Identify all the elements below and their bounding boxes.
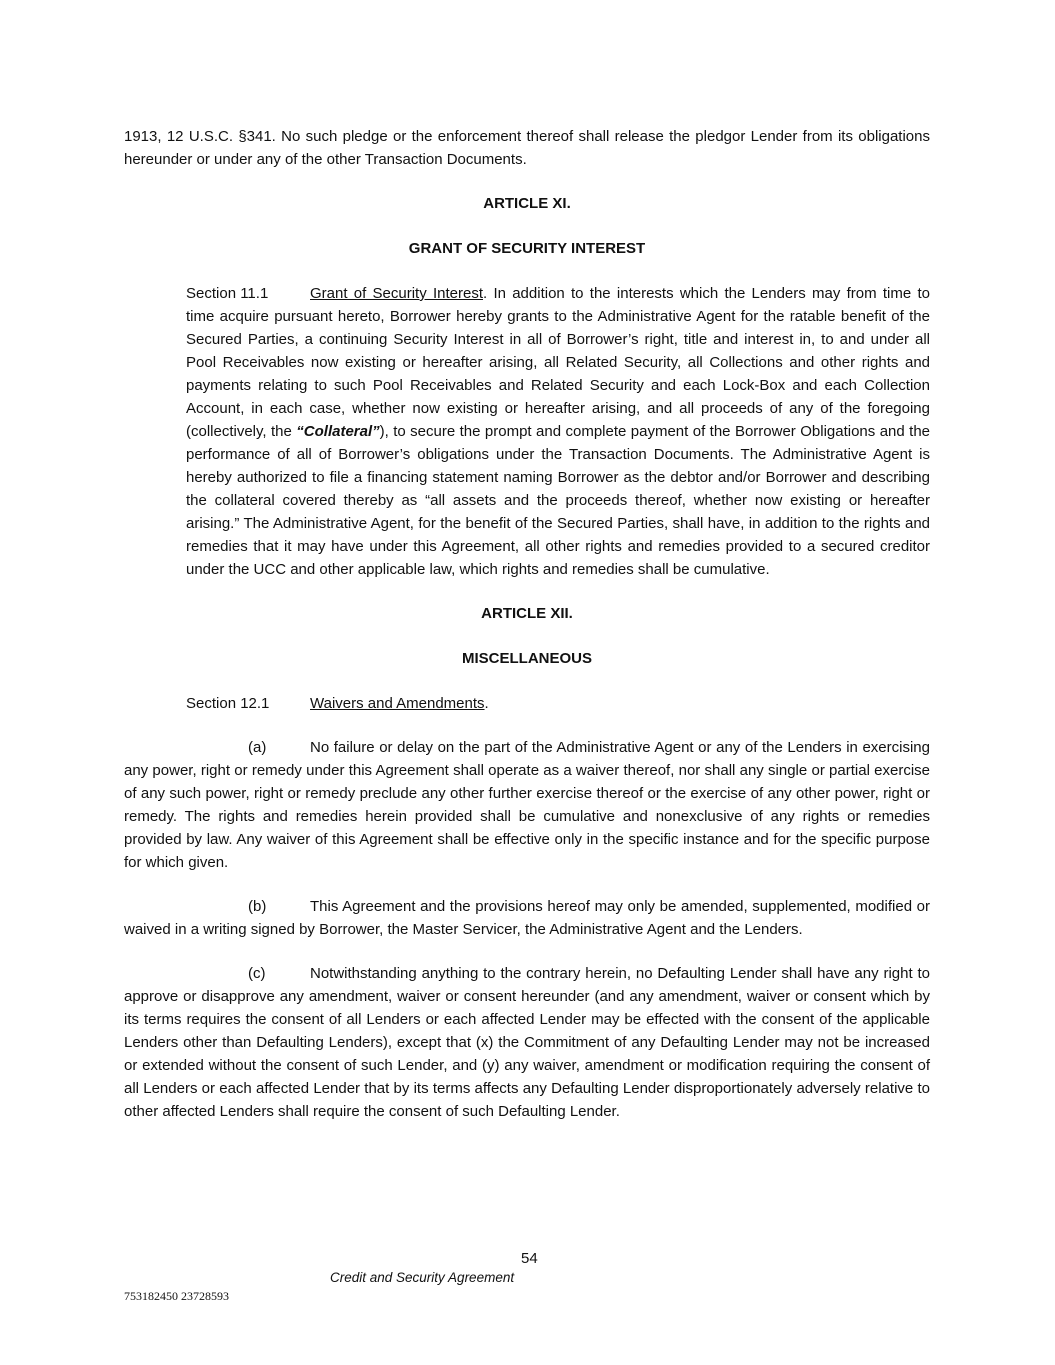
- section-12-1-number: Section 12.1: [186, 695, 270, 712]
- article-xii-number: ARTICLE XII.: [481, 605, 573, 622]
- section-11-1-title: Grant of Security Interest: [310, 285, 484, 302]
- subsection-b-text: This Agreement and the provisions hereof may only be amended, supplemented, modified or waived in a writing signed by Borrower, the Master Servicer, the Administrative Agent and the Lenders.: [124, 898, 930, 938]
- subsection-a-label: (a): [248, 739, 267, 756]
- article-xii-title: MISCELLANEOUS: [461, 650, 592, 667]
- subsection-a: [124, 736, 930, 874]
- subsection-b-label: (b): [248, 898, 267, 915]
- subsection-c: [124, 962, 930, 1123]
- article-xi-title: GRANT OF SECURITY INTEREST: [408, 240, 646, 257]
- page-number: 54: [521, 1250, 538, 1267]
- subsection-a-text: No failure or delay on the part of the Administrative Agent or any of the Lenders in exercising any power, right or remedy under this Agreement shall operate as a waiver thereof, nor shall any single or partial exercise of any such power, right or remedy preclude any other further exercise thereof or the exercise of any other power, right or remedy. The rights and remedies herein provided shall be cumulative and nonexclusive of any rights or remedies provided by law. Any waiver of this Agreement shall be effective only in the specific instance and for the specific purpose for which given.: [124, 739, 930, 871]
- subsection-c-label: (c): [248, 965, 266, 982]
- section-12-1-title: Waivers and Amendments: [310, 695, 485, 712]
- section-11-1-body-before: In addition to the interests which the Lenders may from time to time acquire pursuant hereto, Borrower hereby grants to the Administrative Agent for the ratable benefit of the Secured Parties, a continuing Security Interest in all of Borrower’s right, title and interest in, to and under all Pool Receivables now existing or hereafter arising, all Related Security, all Collections and other rights and payments relating to such Pool Receivables and Related Security and each Lock-Box and each Collection Account, in each case, whether now existing or hereafter arising, and all proceeds of any of the foregoing (collectively, the: [186, 285, 930, 440]
- subsection-b: [124, 895, 930, 941]
- section-11-1-title-punct: .: [483, 285, 488, 302]
- intro-paragraph: 1913, 12 U.S.C. §341. No such pledge or the enforcement thereof shall release the pledgor Lender from its obligations hereunder or under any of the other Transaction Documents.: [124, 128, 930, 168]
- document-body: [124, 125, 930, 1144]
- collateral-defined-term: “Collateral”: [296, 423, 380, 440]
- article-xi-number: ARTICLE XI.: [483, 195, 571, 212]
- section-11-1-number: Section 11.1: [186, 285, 269, 302]
- footer-document-id: 753182450 23728593: [124, 1289, 229, 1303]
- section-12-1-title-punct: .: [484, 695, 489, 712]
- subsection-c-text: Notwithstanding anything to the contrary herein, no Defaulting Lender shall have any right to approve or disapprove any amendment, waiver or consent hereunder (and any amendment, waiver or consent which by its terms requires the consent of all Lenders or each affected Lender may be effected with the consent of the applicable Lenders other than Defaulting Lenders), except that (x) the Commitment of any Defaulting Lender may not be increased or extended without the consent of such Lender, and (y) any waiver, amendment or modification requiring the consent of all Lenders or each affected Lender that by its terms affects any Defaulting Lender disproportionately adversely relative to other affected Lenders shall require the consent of such Defaulting Lender.: [124, 965, 930, 1120]
- footer-document-title: Credit and Security Agreement: [330, 1270, 515, 1285]
- section-12-1-heading: [124, 692, 930, 715]
- section-11-1-paragraph: [124, 282, 930, 581]
- section-11-1-body-after: ), to secure the prompt and complete payment of the Borrower Obligations and the performance of all of Borrower’s obligations under the Transaction Documents. The Administrative Agent is hereby authorized to file a financing statement naming Borrower as the debtor and/or Borrower and describing the collateral covered thereby as “all assets and the proceeds thereof, whether now existing or hereafter arising.” The Administrative Agent, for the benefit of the Secured Parties, shall have, in addition to the rights and remedies that it may have under this Agreement, all other rights and remedies provided to a secured creditor under the UCC and other applicable law, which rights and remedies shall be cumulative.: [186, 423, 931, 578]
